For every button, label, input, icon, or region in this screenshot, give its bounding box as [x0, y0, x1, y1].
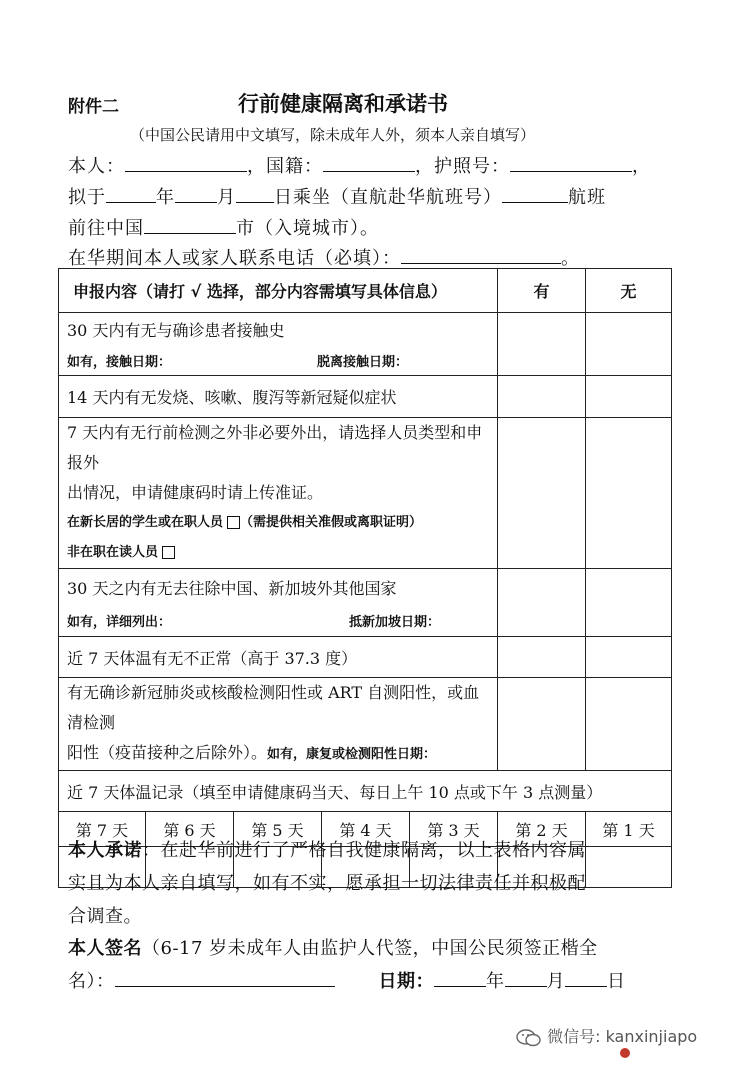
table-row: [59, 678, 672, 771]
row4-details: [67, 611, 489, 630]
period-text: 。: [561, 248, 580, 269]
row6-question-line2-text: 阳性（疫苗接种之后除外）。: [67, 743, 268, 762]
row3-option-2: [67, 538, 489, 568]
city-field[interactable]: [144, 215, 236, 234]
row6-question-line2: [67, 738, 489, 770]
row3-no-cell[interactable]: [586, 418, 672, 569]
document-subtitle: （中国公民请用中文填写，除未成年人外，须本人亲自填写）: [130, 126, 536, 144]
row1-end-date-label: 脱离接触日期：: [317, 355, 409, 370]
signature-note-2: 名）：: [68, 971, 115, 992]
row3-option-1-label: 在新长居的学生或在职人员: [67, 515, 224, 530]
year-label: 年: [156, 187, 175, 208]
day-label: 第 4 天: [322, 812, 410, 847]
attachment-label: 附件二: [68, 97, 119, 117]
go-to-label: 前往中国: [68, 218, 144, 239]
nationality-label: ，国籍：: [247, 156, 323, 177]
pledge-paragraph: [68, 834, 668, 933]
day-label: 第 1 天: [586, 812, 672, 847]
row4-no-cell[interactable]: [586, 569, 672, 637]
watermark: [516, 1024, 697, 1048]
table-row: [59, 771, 672, 812]
declaration-table: [58, 268, 672, 888]
passport-label: ，护照号：: [415, 156, 510, 177]
plan-month-field[interactable]: [175, 184, 217, 203]
plan-label: 拟于: [68, 187, 106, 208]
table-row: [59, 313, 672, 376]
name-field[interactable]: [125, 153, 247, 172]
table-row: [59, 376, 672, 418]
row1-no-cell[interactable]: [586, 313, 672, 376]
row3-option-2-checkbox[interactable]: [162, 546, 175, 559]
watermark-text: 微信号: kanxinjiapo: [547, 1027, 698, 1046]
table-row: [59, 569, 672, 637]
intro-line-4: [68, 244, 580, 270]
row1-content: [59, 313, 498, 376]
yes-column-header: 有: [498, 269, 586, 313]
date-label: 日期：: [378, 971, 434, 992]
sign-year-label: 年: [486, 971, 505, 992]
sign-month-field[interactable]: [505, 968, 547, 987]
intro-line-1: [68, 152, 651, 178]
pledge-text-3: 合调查。: [68, 906, 142, 927]
plan-year-field[interactable]: [106, 184, 156, 203]
day-label: 第 3 天: [410, 812, 498, 847]
pledge-label: 本人承诺: [68, 840, 142, 861]
signature-note: （6-17 岁未成年人由监护人代签，中国公民须签正楷全: [142, 938, 598, 959]
row3-option-2-label: 非在职在读人员: [67, 545, 159, 560]
sign-day-field[interactable]: [565, 968, 607, 987]
phone-field[interactable]: [401, 245, 561, 264]
row1-contact-date-label: 如有，接触日期：: [67, 355, 172, 370]
content-column-header: 申报内容（请打 √ 选择，部分内容需填写具体信息）: [59, 269, 498, 313]
badge-dot-icon: [620, 1048, 630, 1058]
row1-details: [67, 351, 489, 370]
row3-question-line1: 7 天内有无行前检测之外非必要外出，请选择人员类型和申报外: [67, 423, 483, 472]
intro-line-3: [68, 214, 379, 240]
row6-content: [59, 678, 498, 771]
row1-yes-cell[interactable]: [498, 313, 586, 376]
sign-day-label: 日: [607, 971, 626, 992]
day-label: 第 2 天: [498, 812, 586, 847]
month-label: 月: [217, 187, 236, 208]
row5-no-cell[interactable]: [586, 637, 672, 678]
plan-day-field[interactable]: [236, 184, 274, 203]
row4-arrival-date-label: 抵新加坡日期：: [349, 614, 441, 630]
wechat-icon: [516, 1028, 542, 1048]
pledge-text-2: 实且为本人亲自填写，如有不实，愿承担一切法律责任并积极配: [68, 873, 586, 894]
row1-question: 30 天内有无与确诊患者接触史: [67, 321, 285, 340]
phone-label: 在华期间本人或家人联系电话（必填）：: [68, 248, 401, 269]
table-row: [59, 637, 672, 678]
row3-question-line2: 出情况，申请健康码时请上传准证。: [67, 483, 324, 502]
sign-year-field[interactable]: [434, 968, 486, 987]
comma-text: ，: [632, 156, 651, 177]
row3-yes-cell[interactable]: [498, 418, 586, 569]
row4-yes-cell[interactable]: [498, 569, 586, 637]
flight-suffix: 航班: [568, 187, 606, 208]
row4-question: 30 天之内有无去往除中国、新加坡外其他国家: [67, 578, 397, 598]
document-title: 行前健康隔离和承诺书: [238, 92, 448, 116]
sign-month-label: 月: [546, 971, 565, 992]
intro-line-2: [68, 183, 606, 209]
row5-question: 近 7 天体温有无不正常（高于 37.3 度）: [59, 637, 498, 678]
passport-field[interactable]: [510, 153, 632, 172]
row6-date-label: 如有，康复或检测阳性日期：: [267, 747, 437, 762]
row3-option-1: [67, 508, 489, 538]
no-column-header: 无: [586, 269, 672, 313]
row3-option-1-note: （需提供相关准假或离职证明）: [240, 515, 423, 530]
table-row: [59, 418, 672, 569]
signature-label: 本人签名: [68, 938, 142, 959]
nationality-field[interactable]: [323, 153, 415, 172]
self-label: 本人：: [68, 156, 125, 177]
row6-no-cell[interactable]: [586, 678, 672, 771]
row6-question-line1: 有无确诊新冠肺炎或核酸检测阳性或 ART 自测阳性，或血清检测: [67, 683, 480, 732]
row3-content: [59, 418, 498, 569]
row4-content: [59, 569, 498, 637]
signature-block: [68, 932, 668, 998]
row5-yes-cell[interactable]: [498, 637, 586, 678]
day-label: 第 7 天: [59, 812, 146, 847]
day-label: 第 5 天: [234, 812, 322, 847]
flight-number-field[interactable]: [502, 184, 568, 203]
city-label: 市（入境城市）。: [236, 218, 379, 239]
row6-yes-cell[interactable]: [498, 678, 586, 771]
row2-question: 14 天内有无发烧、咳嗽、腹泻等新冠疑似症状: [59, 376, 498, 418]
row2-no-cell[interactable]: [586, 376, 672, 418]
row4-countries-label: 如有，详细列出：: [67, 614, 172, 630]
day-label: 第 6 天: [146, 812, 234, 847]
pledge-text-1: ：在赴华前进行了严格自我健康隔离，以上表格内容属: [142, 840, 586, 861]
row7-question: 近 7 天体温记录（填至申请健康码当天、每日上午 10 点或下午 3 点测量）: [59, 771, 672, 812]
table-header-row: [59, 269, 672, 313]
row3-option-1-checkbox[interactable]: [227, 516, 240, 529]
row2-yes-cell[interactable]: [498, 376, 586, 418]
flight-label: 日乘坐（直航赴华航班号）: [274, 187, 502, 208]
signature-field[interactable]: [115, 968, 335, 987]
